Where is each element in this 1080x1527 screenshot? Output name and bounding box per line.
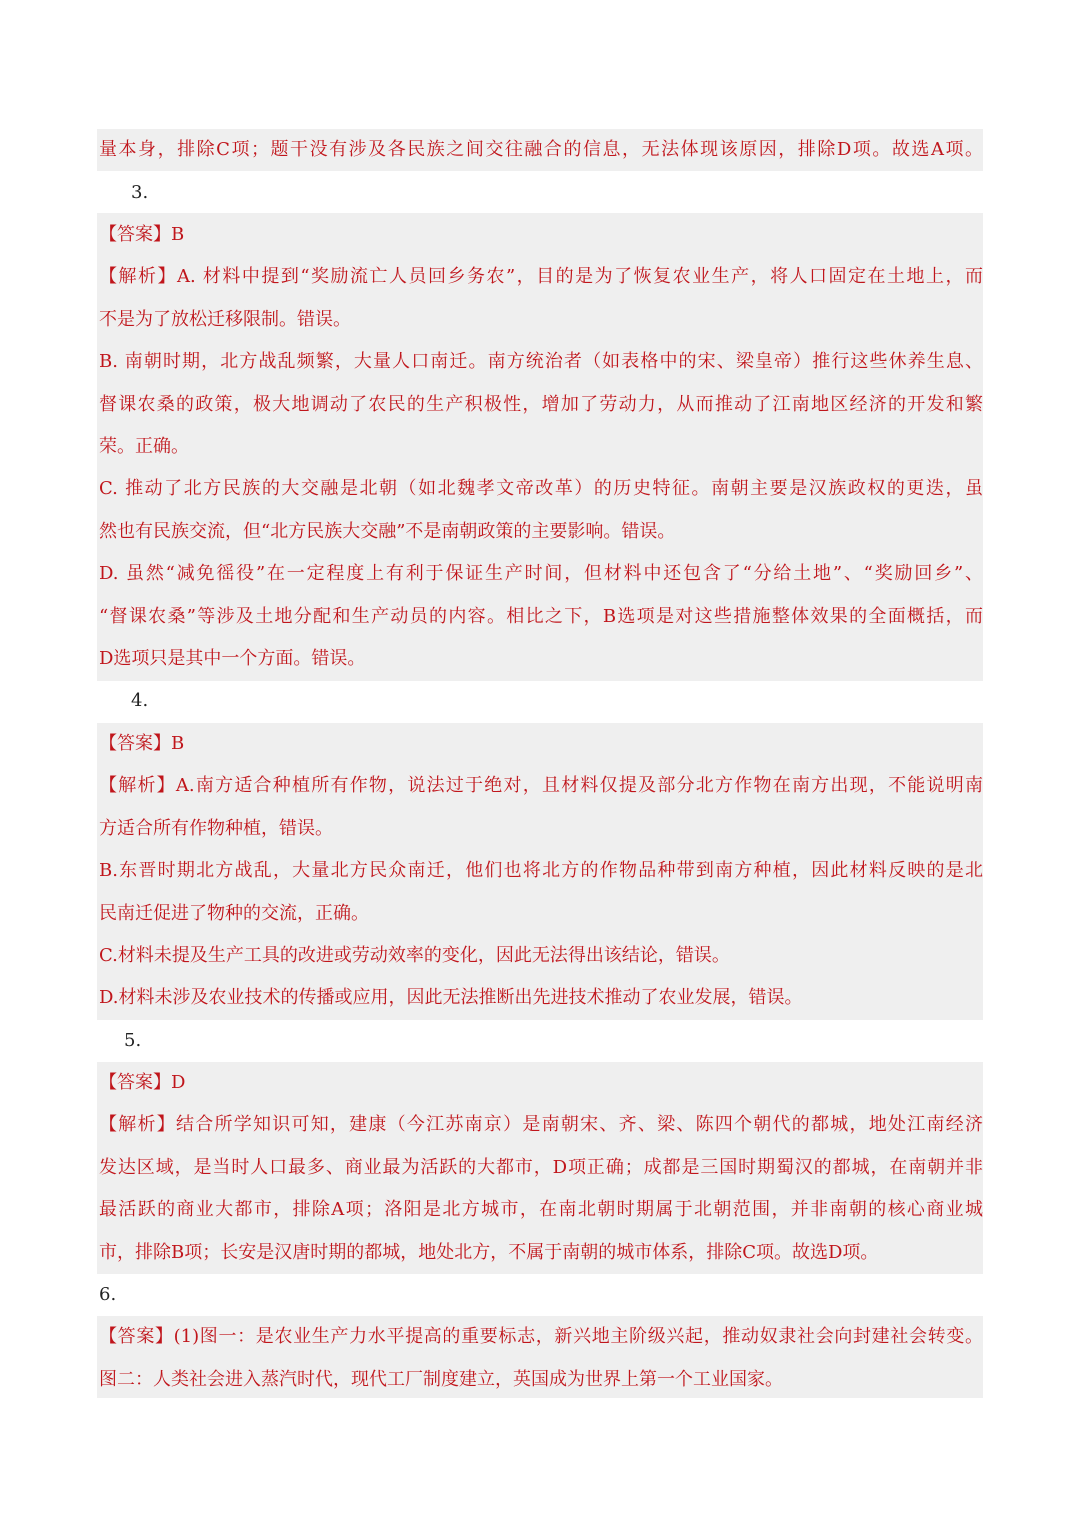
question-number-4: 4.: [131, 690, 149, 711]
q3-analysis-line-5: 荣。正确。: [99, 436, 189, 457]
question-number-5: 5.: [124, 1030, 142, 1051]
q4-answer: 【答案】B: [99, 733, 185, 754]
q4-analysis-line-3: B.东晋时期北方战乱，大量北方民众南迁，他们也将北方的作物品种带到南方种植，因此材料反映的是北: [99, 860, 983, 881]
q3-analysis-line-10: D选项只是其中一个方面。错误。: [99, 648, 366, 669]
q5-answer: 【答案】D: [99, 1072, 186, 1093]
q4-analysis-line-1: 【解析】A.南方适合种植所有作物，说法过于绝对，且材料仅提及部分北方作物在南方出现，不能说明南: [99, 775, 983, 796]
question-number-6: 6.: [99, 1284, 117, 1305]
q3-analysis-line-6: C. 推动了北方民族的大交融是北朝（如北魏孝文帝改革）的历史特征。南朝主要是汉族政权的更迭，虽: [99, 478, 983, 499]
question-number-3: 3.: [131, 182, 149, 203]
q2-analysis-tail: 量本身，排除C项；题干没有涉及各民族之间交往融合的信息，无法体现该原因，排除D项。故选A项。: [99, 139, 983, 160]
q4-analysis-line-5: C.材料未提及生产工具的改进或劳动效率的变化，因此无法得出该结论，错误。: [99, 945, 730, 966]
q3-answer: 【答案】B: [99, 224, 185, 245]
q3-analysis-line-2: 不是为了放松迁移限制。错误。: [99, 309, 351, 330]
q4-analysis-line-6: D.材料未涉及农业技术的传播或应用，因此无法推断出先进技术推动了农业发展，错误。: [99, 987, 803, 1008]
q6-answer-line-2: 图二：人类社会进入蒸汽时代，现代工厂制度建立，英国成为世界上第一个工业国家。: [99, 1369, 783, 1390]
q3-analysis-line-1: 【解析】A. 材料中提到“奖励流亡人员回乡务农”，目的是为了恢复农业生产，将人口固定在土地上，而: [99, 266, 983, 287]
q5-analysis-line-1: 【解析】结合所学知识可知，建康（今江苏南京）是南朝宋、齐、梁、陈四个朝代的都城，地处江南经济: [99, 1114, 983, 1135]
q6-answer-line-1: 【答案】(1)图一：是农业生产力水平提高的重要标志，新兴地主阶级兴起，推动奴隶社会向封建社会转变。: [99, 1326, 983, 1347]
q5-analysis-line-2: 发达区域，是当时人口最多、商业最为活跃的大都市，D项正确；成都是三国时期蜀汉的都城，在南朝并非: [99, 1157, 983, 1178]
q3-analysis-line-3: B. 南朝时期，北方战乱频繁，大量人口南迁。南方统治者（如表格中的宋、梁皇帝）推行这些休养生息、: [99, 351, 983, 372]
q4-analysis-line-4: 民南迁促进了物种的交流，正确。: [99, 903, 369, 924]
q3-analysis-line-8: D. 虽然“减免徭役”在一定程度上有利于保证生产时间，但材料中还包含了“分给土地”、“奖励回乡”、: [99, 563, 983, 584]
q3-analysis-line-7: 然也有民族交流，但“北方民族大交融”不是南朝政策的主要影响。错误。: [99, 521, 676, 542]
q3-analysis-line-4: 督课农桑的政策，极大地调动了农民的生产积极性，增加了劳动力，从而推动了江南地区经济的开发和繁: [99, 394, 983, 415]
q5-analysis-line-3: 最活跃的商业大都市，排除A项；洛阳是北方城市，在南北朝时期属于北朝范围，并非南朝的核心商业城: [99, 1199, 983, 1220]
q5-analysis-line-4: 市，排除B项；长安是汉唐时期的都城，地处北方，不属于南朝的城市体系，排除C项。故选D项。: [99, 1242, 879, 1263]
q4-analysis-line-2: 方适合所有作物种植，错误。: [99, 818, 333, 839]
q3-analysis-line-9: “督课农桑”等涉及土地分配和生产动员的内容。相比之下，B选项是对这些措施整体效果的全面概括，而: [99, 606, 983, 627]
